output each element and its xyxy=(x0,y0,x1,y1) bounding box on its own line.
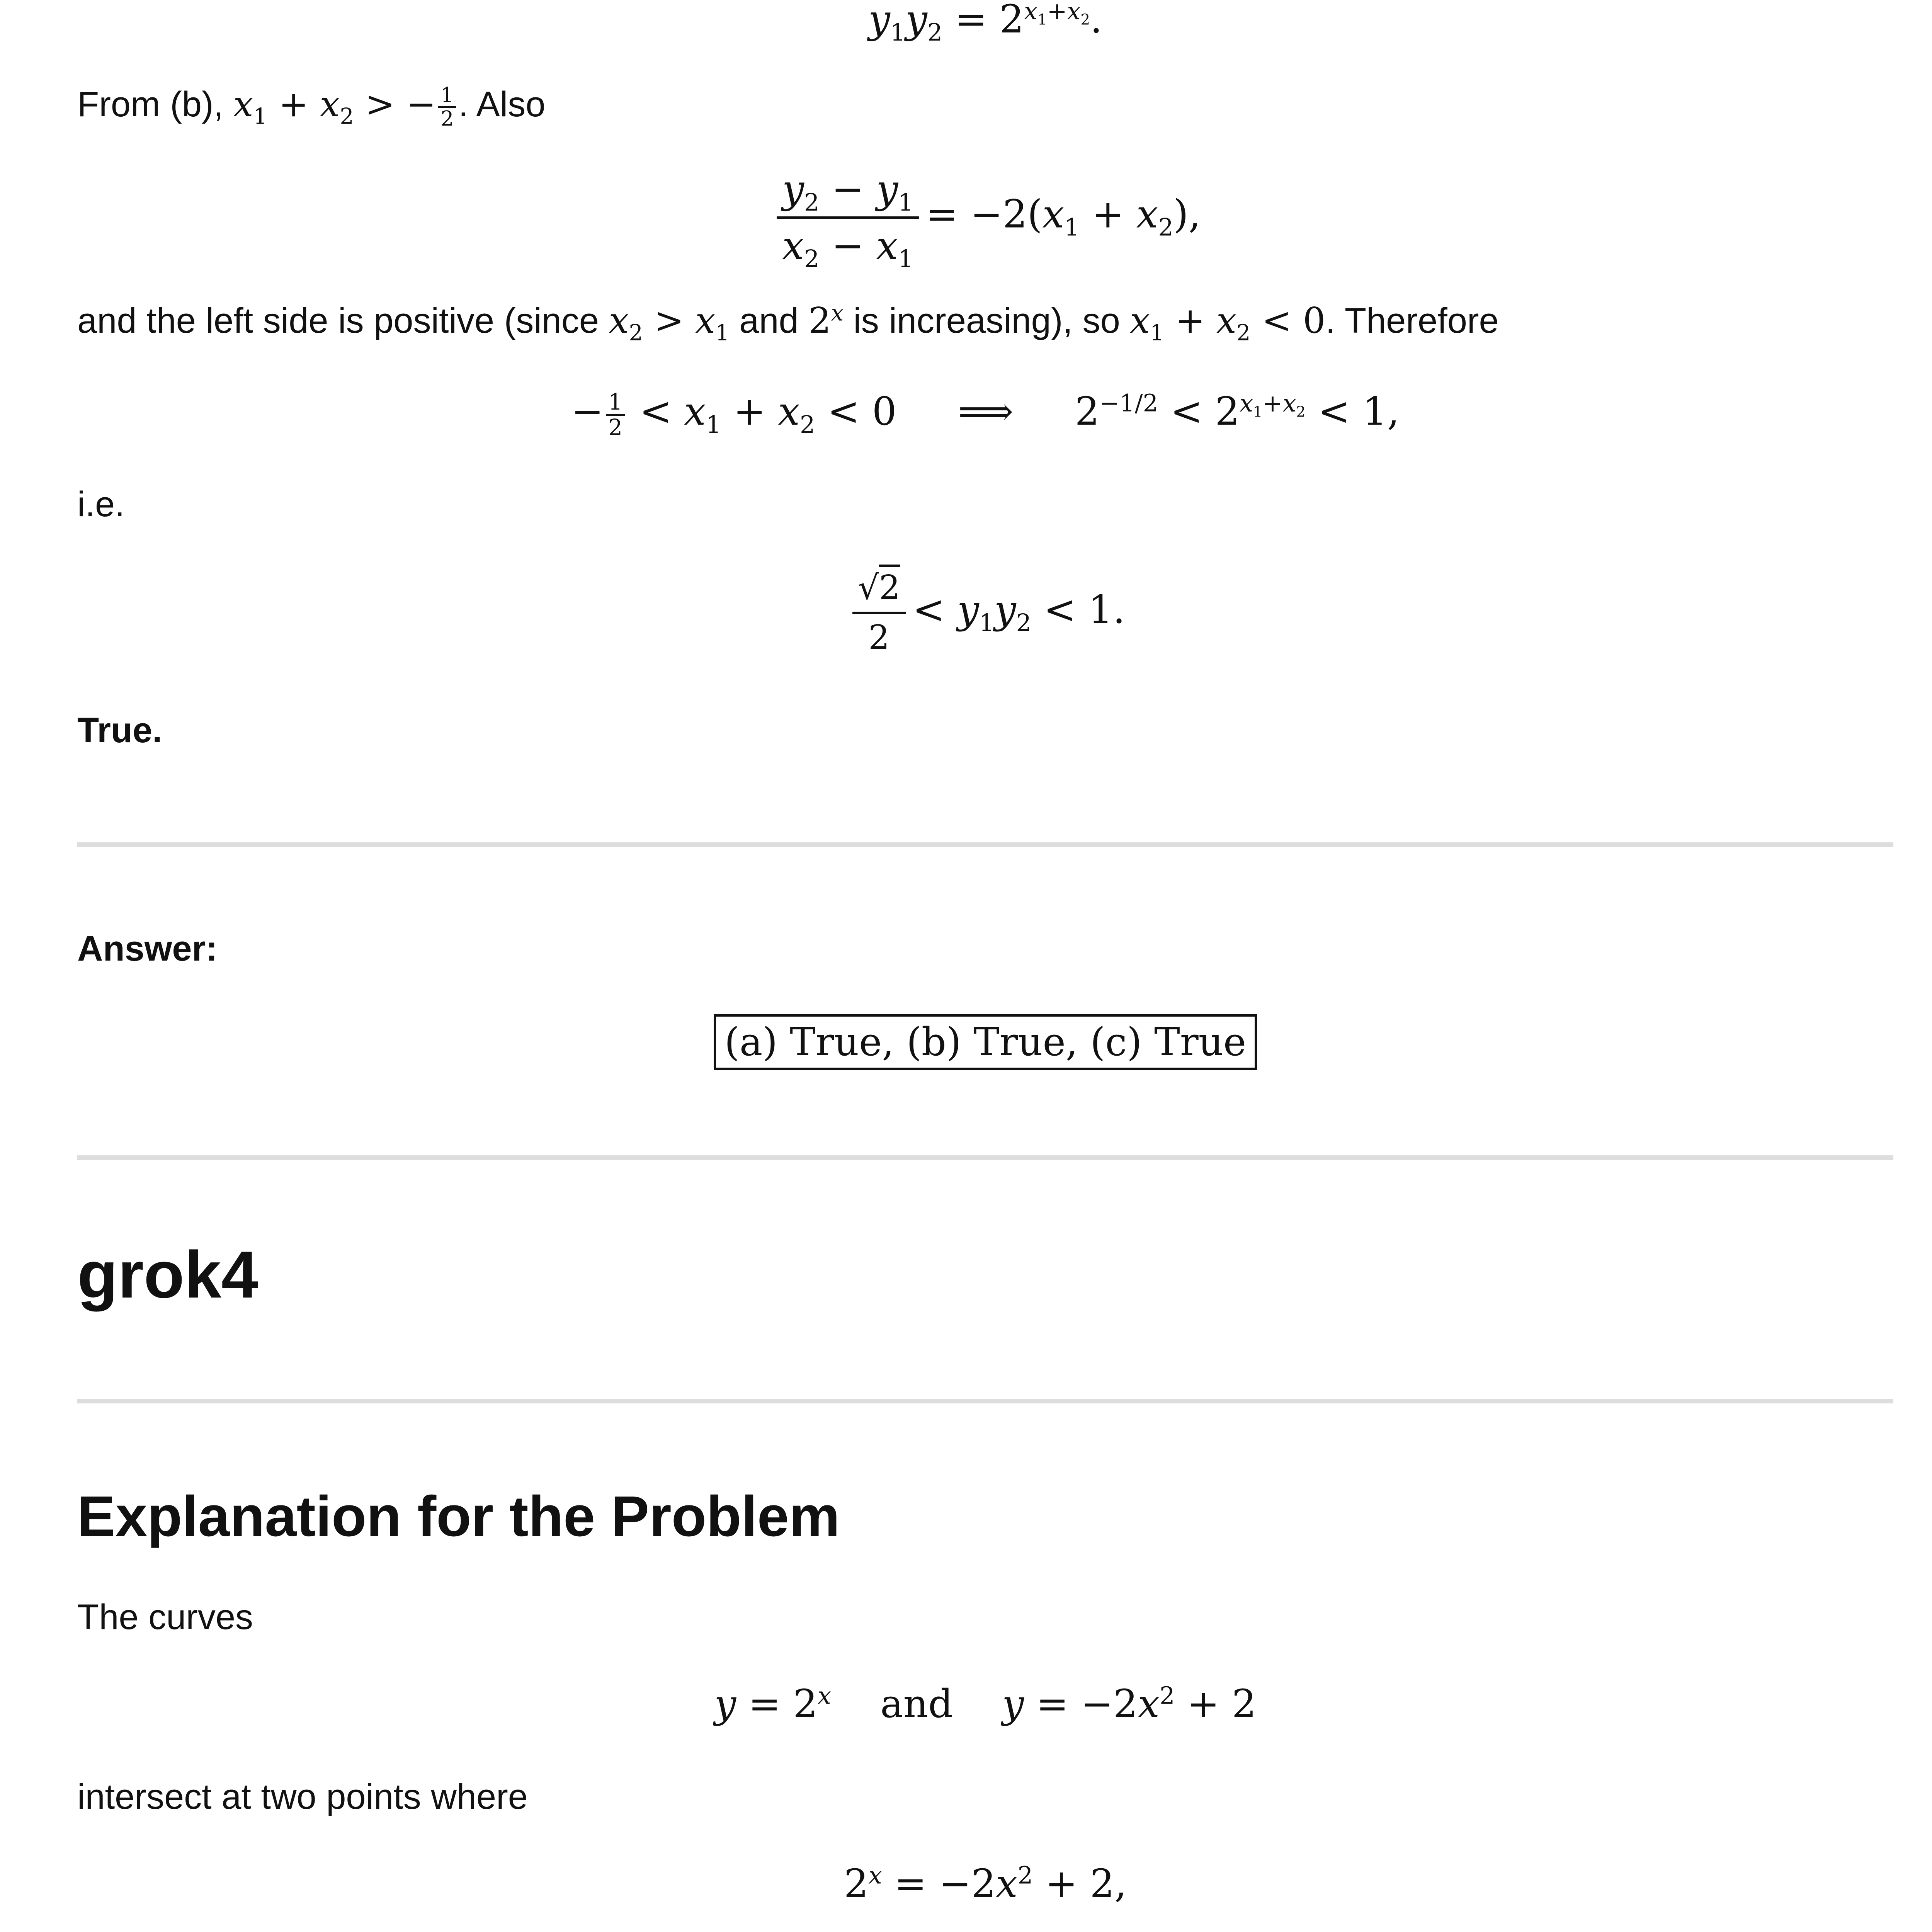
true-label: True. xyxy=(77,711,162,750)
from-b-line: From (b), $x_1 + x_2$ > − $\frac{1}{2}$ . Also xyxy=(77,83,546,131)
intersect-label: intersect at two points where xyxy=(77,1777,528,1816)
ie-label: i.e. xyxy=(77,485,125,524)
subheading: Explanation for the Problem xyxy=(77,1485,840,1548)
equation-slope: $\frac{y_2 - y_1}{x_2 - x_1}$ = $-2(x_1 + x_2)$, xyxy=(0,166,1932,269)
section-heading: grok4 xyxy=(77,1238,259,1312)
curves-label: The curves xyxy=(77,1597,253,1637)
equation-intersect: $2^x = -2x^2 + 2$, xyxy=(844,1861,1127,1906)
answer-box-line xyxy=(0,1014,1932,1070)
answer-box: (a) True, (b) True, (c) True xyxy=(714,1014,1257,1070)
left-side-sentence: and the left side is positive (since $x_2 > x_1$ and 2$^x$ is increasing), so $x_1 + x_2 < 0$. Therefore xyxy=(77,300,1499,346)
divider xyxy=(77,842,1893,847)
equation-top: $y_1y_2 = 2^{x_1+x_2}$. xyxy=(868,0,1102,46)
equation-bound: − $\frac{1}{2}$ < $x_1 + x_2 < 0$ ⟹ $2^{-1/2} < 2^{x_1+x_2} < 1$, xyxy=(571,389,1400,440)
equation-curves: $y = 2^x$ and $y = -2x^2 + 2$ xyxy=(714,1681,1257,1726)
equation-product-bound: $\frac{√2}{2}$ < $y_1y_2 < 1$. xyxy=(0,568,1932,658)
divider xyxy=(77,1155,1893,1160)
answer-label: Answer: xyxy=(77,929,218,968)
divider xyxy=(77,1399,1893,1403)
